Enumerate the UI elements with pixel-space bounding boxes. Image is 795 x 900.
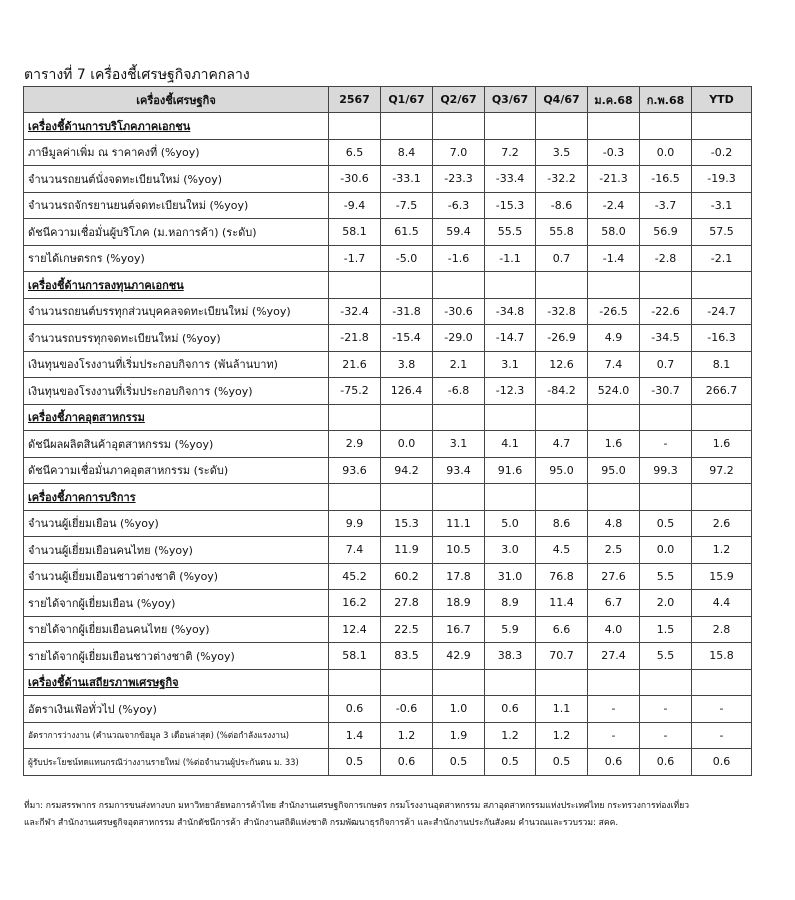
table-row	[24, 643, 752, 670]
value-cell: -0.2	[692, 139, 752, 166]
value-cell: 0.6	[640, 749, 692, 776]
row-label: รายได้จากผู้เยี่ยมเยือนชาวต่างชาติ (%yoy)	[24, 643, 329, 670]
value-cell: 5.9	[485, 616, 536, 643]
table-caption: ตารางที่ 7 เครื่องชี้เศรษฐกิจภาคกลาง	[24, 67, 250, 83]
value-cell: 2.8	[692, 616, 752, 643]
value-cell: 7.4	[588, 351, 640, 378]
value-cell	[433, 113, 485, 140]
value-cell: 93.6	[329, 457, 381, 484]
row-label: ดัชนีความเชื่อมั่นผู้บริโภค (ม.หอการค้า) (ระดับ)	[24, 219, 329, 246]
value-cell: 0.0	[381, 431, 433, 458]
value-cell: 0.6	[588, 749, 640, 776]
value-cell: 70.7	[536, 643, 588, 670]
value-cell: -	[640, 722, 692, 749]
row-label: เงินทุนของโรงงานที่เริ่มประกอบกิจการ (พันล้านบาท)	[24, 351, 329, 378]
value-cell: 57.5	[692, 219, 752, 246]
value-cell: -7.5	[381, 192, 433, 219]
value-cell	[536, 484, 588, 511]
source-note	[24, 798, 764, 832]
value-cell: 1.6	[692, 431, 752, 458]
value-cell: -33.1	[381, 166, 433, 193]
value-cell: -32.4	[329, 298, 381, 325]
value-cell: 1.4	[329, 722, 381, 749]
column-header: Q2/67	[433, 87, 485, 113]
value-cell: 15.8	[692, 643, 752, 670]
value-cell: 8.9	[485, 590, 536, 617]
row-label: จำนวนรถจักรยานยนต์จดทะเบียนใหม่ (%yoy)	[24, 192, 329, 219]
value-cell: 99.3	[640, 457, 692, 484]
value-cell: -2.1	[692, 245, 752, 272]
table-row	[24, 378, 752, 405]
value-cell: 0.6	[485, 696, 536, 723]
value-cell	[433, 404, 485, 431]
value-cell	[692, 272, 752, 299]
value-cell	[329, 113, 381, 140]
value-cell: 76.8	[536, 563, 588, 590]
value-cell	[329, 669, 381, 696]
value-cell: 1.1	[536, 696, 588, 723]
value-cell: 0.6	[329, 696, 381, 723]
table-row	[24, 563, 752, 590]
value-cell: 4.5	[536, 537, 588, 564]
value-cell	[588, 484, 640, 511]
value-cell: 4.4	[692, 590, 752, 617]
table-row	[24, 696, 752, 723]
value-cell	[640, 484, 692, 511]
value-cell: 1.2	[381, 722, 433, 749]
value-cell: 18.9	[433, 590, 485, 617]
value-cell: 1.0	[433, 696, 485, 723]
value-cell: -15.3	[485, 192, 536, 219]
section-row	[24, 113, 752, 140]
value-cell: 58.1	[329, 643, 381, 670]
value-cell: -	[692, 696, 752, 723]
value-cell: 38.3	[485, 643, 536, 670]
row-label: จำนวนรถบรรทุกจดทะเบียนใหม่ (%yoy)	[24, 325, 329, 352]
section-heading: เครื่องชี้ด้านการลงทุนภาคเอกชน	[24, 272, 329, 299]
row-label: จำนวนรถยนต์นั่งจดทะเบียนใหม่ (%yoy)	[24, 166, 329, 193]
value-cell	[485, 669, 536, 696]
row-label: จำนวนผู้เยี่ยมเยือนคนไทย (%yoy)	[24, 537, 329, 564]
row-label: อัตราเงินเฟ้อทั่วไป (%yoy)	[24, 696, 329, 723]
value-cell: 0.7	[536, 245, 588, 272]
value-cell: -22.6	[640, 298, 692, 325]
value-cell: -15.4	[381, 325, 433, 352]
value-cell: 3.1	[433, 431, 485, 458]
value-cell: 11.1	[433, 510, 485, 537]
section-row	[24, 669, 752, 696]
table-row	[24, 325, 752, 352]
economic-indicators-table	[23, 86, 752, 776]
value-cell: -16.5	[640, 166, 692, 193]
value-cell	[588, 113, 640, 140]
value-cell	[640, 404, 692, 431]
source-line: และกีฬา สำนักงานเศรษฐกิจอุตสาหกรรม สำนักดัชนีการค้า สำนักงานสถิติแห่งชาติ กรมพัฒนาธุรกิจการค้า และสำนักงานประกันสังคม คำนวณและรวบรวม: สคค.	[24, 818, 619, 828]
value-cell: 4.7	[536, 431, 588, 458]
value-cell: -	[588, 696, 640, 723]
value-cell: 7.2	[485, 139, 536, 166]
value-cell	[485, 113, 536, 140]
value-cell: -9.4	[329, 192, 381, 219]
row-label: จำนวนรถยนต์บรรทุกส่วนบุคคลจดทะเบียนใหม่ (%yoy)	[24, 298, 329, 325]
value-cell	[433, 272, 485, 299]
value-cell: 3.5	[536, 139, 588, 166]
value-cell: 3.0	[485, 537, 536, 564]
value-cell: -1.1	[485, 245, 536, 272]
value-cell: 60.2	[381, 563, 433, 590]
value-cell: -29.0	[433, 325, 485, 352]
value-cell: -1.7	[329, 245, 381, 272]
value-cell: 93.4	[433, 457, 485, 484]
value-cell	[485, 404, 536, 431]
column-header: 2567	[329, 87, 381, 113]
value-cell: 2.9	[329, 431, 381, 458]
value-cell: 61.5	[381, 219, 433, 246]
value-cell: 7.0	[433, 139, 485, 166]
value-cell	[381, 113, 433, 140]
table-row	[24, 749, 752, 776]
value-cell: -30.7	[640, 378, 692, 405]
value-cell	[588, 272, 640, 299]
value-cell: 21.6	[329, 351, 381, 378]
value-cell: -	[692, 722, 752, 749]
value-cell: 3.1	[485, 351, 536, 378]
section-heading: เครื่องชี้ภาคการบริการ	[24, 484, 329, 511]
value-cell	[692, 113, 752, 140]
value-cell: 11.4	[536, 590, 588, 617]
row-label: รายได้จากผู้เยี่ยมเยือน (%yoy)	[24, 590, 329, 617]
value-cell: 1.2	[536, 722, 588, 749]
value-cell: -32.8	[536, 298, 588, 325]
value-cell: -5.0	[381, 245, 433, 272]
value-cell: 5.5	[640, 563, 692, 590]
value-cell: 95.0	[536, 457, 588, 484]
value-cell: 91.6	[485, 457, 536, 484]
value-cell: -26.5	[588, 298, 640, 325]
value-cell: -12.3	[485, 378, 536, 405]
value-cell: -21.3	[588, 166, 640, 193]
table-row	[24, 298, 752, 325]
value-cell: 1.2	[692, 537, 752, 564]
value-cell: -1.6	[433, 245, 485, 272]
value-cell: 6.6	[536, 616, 588, 643]
value-cell: 0.0	[640, 139, 692, 166]
value-cell: 12.4	[329, 616, 381, 643]
value-cell: 10.5	[433, 537, 485, 564]
table-row	[24, 431, 752, 458]
value-cell: -2.8	[640, 245, 692, 272]
value-cell: 5.5	[640, 643, 692, 670]
value-cell: 126.4	[381, 378, 433, 405]
value-cell: 56.9	[640, 219, 692, 246]
section-heading: เครื่องชี้ด้านการบริโภคภาคเอกชน	[24, 113, 329, 140]
value-cell: 6.7	[588, 590, 640, 617]
value-cell: 2.0	[640, 590, 692, 617]
value-cell: 83.5	[381, 643, 433, 670]
value-cell: 0.5	[536, 749, 588, 776]
value-cell	[329, 272, 381, 299]
value-cell: 16.2	[329, 590, 381, 617]
value-cell: 0.5	[640, 510, 692, 537]
table-row	[24, 537, 752, 564]
column-header: Q3/67	[485, 87, 536, 113]
value-cell: 27.4	[588, 643, 640, 670]
value-cell: 31.0	[485, 563, 536, 590]
value-cell: 15.3	[381, 510, 433, 537]
table-row	[24, 457, 752, 484]
value-cell: 8.4	[381, 139, 433, 166]
value-cell	[536, 404, 588, 431]
value-cell: 55.8	[536, 219, 588, 246]
value-cell: 7.4	[329, 537, 381, 564]
value-cell: 8.1	[692, 351, 752, 378]
table-row	[24, 722, 752, 749]
value-cell: 1.5	[640, 616, 692, 643]
value-cell: 2.1	[433, 351, 485, 378]
value-cell	[692, 484, 752, 511]
value-cell: 22.5	[381, 616, 433, 643]
table-row	[24, 616, 752, 643]
row-label: ดัชนีผลผลิตสินค้าอุตสาหกรรม (%yoy)	[24, 431, 329, 458]
value-cell	[485, 484, 536, 511]
value-cell: 45.2	[329, 563, 381, 590]
value-cell: 16.7	[433, 616, 485, 643]
value-cell: 59.4	[433, 219, 485, 246]
value-cell: -26.9	[536, 325, 588, 352]
value-cell: 0.7	[640, 351, 692, 378]
value-cell	[640, 669, 692, 696]
value-cell	[381, 669, 433, 696]
row-label: รายได้จากผู้เยี่ยมเยือนคนไทย (%yoy)	[24, 616, 329, 643]
table-row	[24, 219, 752, 246]
value-cell: -34.5	[640, 325, 692, 352]
row-label: จำนวนผู้เยี่ยมเยือนชาวต่างชาติ (%yoy)	[24, 563, 329, 590]
value-cell: 2.5	[588, 537, 640, 564]
value-cell	[433, 484, 485, 511]
value-cell: 0.6	[381, 749, 433, 776]
column-header: Q1/67	[381, 87, 433, 113]
value-cell: 58.1	[329, 219, 381, 246]
value-cell: 58.0	[588, 219, 640, 246]
table-row	[24, 510, 752, 537]
header-row	[24, 87, 752, 113]
column-header: เครื่องชี้เศรษฐกิจ	[24, 87, 329, 113]
section-row	[24, 404, 752, 431]
value-cell: -30.6	[329, 166, 381, 193]
table-body	[24, 113, 752, 776]
row-label: ดัชนีความเชื่อมั่นภาคอุตสาหกรรม (ระดับ)	[24, 457, 329, 484]
value-cell: 0.5	[329, 749, 381, 776]
section-heading: เครื่องชี้ภาคอุตสาหกรรม	[24, 404, 329, 431]
value-cell	[536, 113, 588, 140]
value-cell: -19.3	[692, 166, 752, 193]
row-label: ภาษีมูลค่าเพิ่ม ณ ราคาคงที่ (%yoy)	[24, 139, 329, 166]
value-cell	[640, 113, 692, 140]
value-cell: -24.7	[692, 298, 752, 325]
section-heading: เครื่องชี้ด้านเสถียรภาพเศรษฐกิจ	[24, 669, 329, 696]
value-cell: 3.8	[381, 351, 433, 378]
value-cell: 2.6	[692, 510, 752, 537]
value-cell	[536, 272, 588, 299]
value-cell	[329, 484, 381, 511]
value-cell: 0.5	[433, 749, 485, 776]
value-cell: 55.5	[485, 219, 536, 246]
source-line: ที่มา: กรมสรรพากร กรมการขนส่งทางบก มหาวิทยาลัยหอการค้าไทย สำนักงานเศรษฐกิจการเกษตร กรมโรงงานอุตสาหกรรม สภาอุตสาหกรรมแห่งประเทศไทย กระทรวงการท่องเที่ยว	[24, 801, 690, 811]
value-cell: -23.3	[433, 166, 485, 193]
column-header: ก.พ.68	[640, 87, 692, 113]
value-cell: 12.6	[536, 351, 588, 378]
column-header: YTD	[692, 87, 752, 113]
column-header: ม.ค.68	[588, 87, 640, 113]
value-cell: -31.8	[381, 298, 433, 325]
value-cell: -8.6	[536, 192, 588, 219]
value-cell: 5.0	[485, 510, 536, 537]
value-cell: -0.6	[381, 696, 433, 723]
value-cell: 524.0	[588, 378, 640, 405]
value-cell: -32.2	[536, 166, 588, 193]
value-cell: 4.8	[588, 510, 640, 537]
value-cell: -3.1	[692, 192, 752, 219]
value-cell	[536, 669, 588, 696]
value-cell: -16.3	[692, 325, 752, 352]
row-label: ผู้รับประโยชน์ทดแทนกรณีว่างงานรายใหม่ (%ต่อจำนวนผู้ประกันตน ม. 33)	[24, 749, 329, 776]
value-cell	[381, 404, 433, 431]
value-cell	[588, 669, 640, 696]
value-cell	[692, 669, 752, 696]
value-cell	[692, 404, 752, 431]
table-row	[24, 166, 752, 193]
section-row	[24, 484, 752, 511]
value-cell: 1.6	[588, 431, 640, 458]
value-cell: 15.9	[692, 563, 752, 590]
value-cell: 94.2	[381, 457, 433, 484]
row-label: เงินทุนของโรงงานที่เริ่มประกอบกิจการ (%yoy)	[24, 378, 329, 405]
value-cell: 0.5	[485, 749, 536, 776]
table-row	[24, 351, 752, 378]
column-header: Q4/67	[536, 87, 588, 113]
value-cell: -30.6	[433, 298, 485, 325]
value-cell: -2.4	[588, 192, 640, 219]
value-cell: 9.9	[329, 510, 381, 537]
table-row	[24, 245, 752, 272]
value-cell: 0.0	[640, 537, 692, 564]
value-cell: -	[640, 696, 692, 723]
value-cell: -6.8	[433, 378, 485, 405]
value-cell: 4.1	[485, 431, 536, 458]
value-cell	[485, 272, 536, 299]
table-row	[24, 590, 752, 617]
row-label: จำนวนผู้เยี่ยมเยือน (%yoy)	[24, 510, 329, 537]
value-cell: 97.2	[692, 457, 752, 484]
value-cell: -0.3	[588, 139, 640, 166]
value-cell: 42.9	[433, 643, 485, 670]
value-cell	[381, 484, 433, 511]
value-cell: 4.0	[588, 616, 640, 643]
value-cell: -34.8	[485, 298, 536, 325]
value-cell: -14.7	[485, 325, 536, 352]
value-cell	[640, 272, 692, 299]
value-cell: 27.6	[588, 563, 640, 590]
value-cell: 27.8	[381, 590, 433, 617]
value-cell: 266.7	[692, 378, 752, 405]
value-cell: 17.8	[433, 563, 485, 590]
value-cell: 4.9	[588, 325, 640, 352]
table-row	[24, 139, 752, 166]
value-cell: -6.3	[433, 192, 485, 219]
value-cell: -84.2	[536, 378, 588, 405]
value-cell: -1.4	[588, 245, 640, 272]
value-cell: 6.5	[329, 139, 381, 166]
table-row	[24, 192, 752, 219]
value-cell	[381, 272, 433, 299]
value-cell: 1.9	[433, 722, 485, 749]
value-cell: -33.4	[485, 166, 536, 193]
value-cell: 0.6	[692, 749, 752, 776]
value-cell	[433, 669, 485, 696]
row-label: อัตราการว่างงาน (คำนวณจากข้อมูล 3 เดือนล่าสุด) (%ต่อกำลังแรงงาน)	[24, 722, 329, 749]
value-cell: -3.7	[640, 192, 692, 219]
value-cell: -75.2	[329, 378, 381, 405]
row-label: รายได้เกษตรกร (%yoy)	[24, 245, 329, 272]
value-cell: 1.2	[485, 722, 536, 749]
value-cell: 95.0	[588, 457, 640, 484]
value-cell: -	[640, 431, 692, 458]
value-cell: 11.9	[381, 537, 433, 564]
value-cell: 8.6	[536, 510, 588, 537]
value-cell: -	[588, 722, 640, 749]
value-cell: -21.8	[329, 325, 381, 352]
value-cell	[588, 404, 640, 431]
section-row	[24, 272, 752, 299]
value-cell	[329, 404, 381, 431]
